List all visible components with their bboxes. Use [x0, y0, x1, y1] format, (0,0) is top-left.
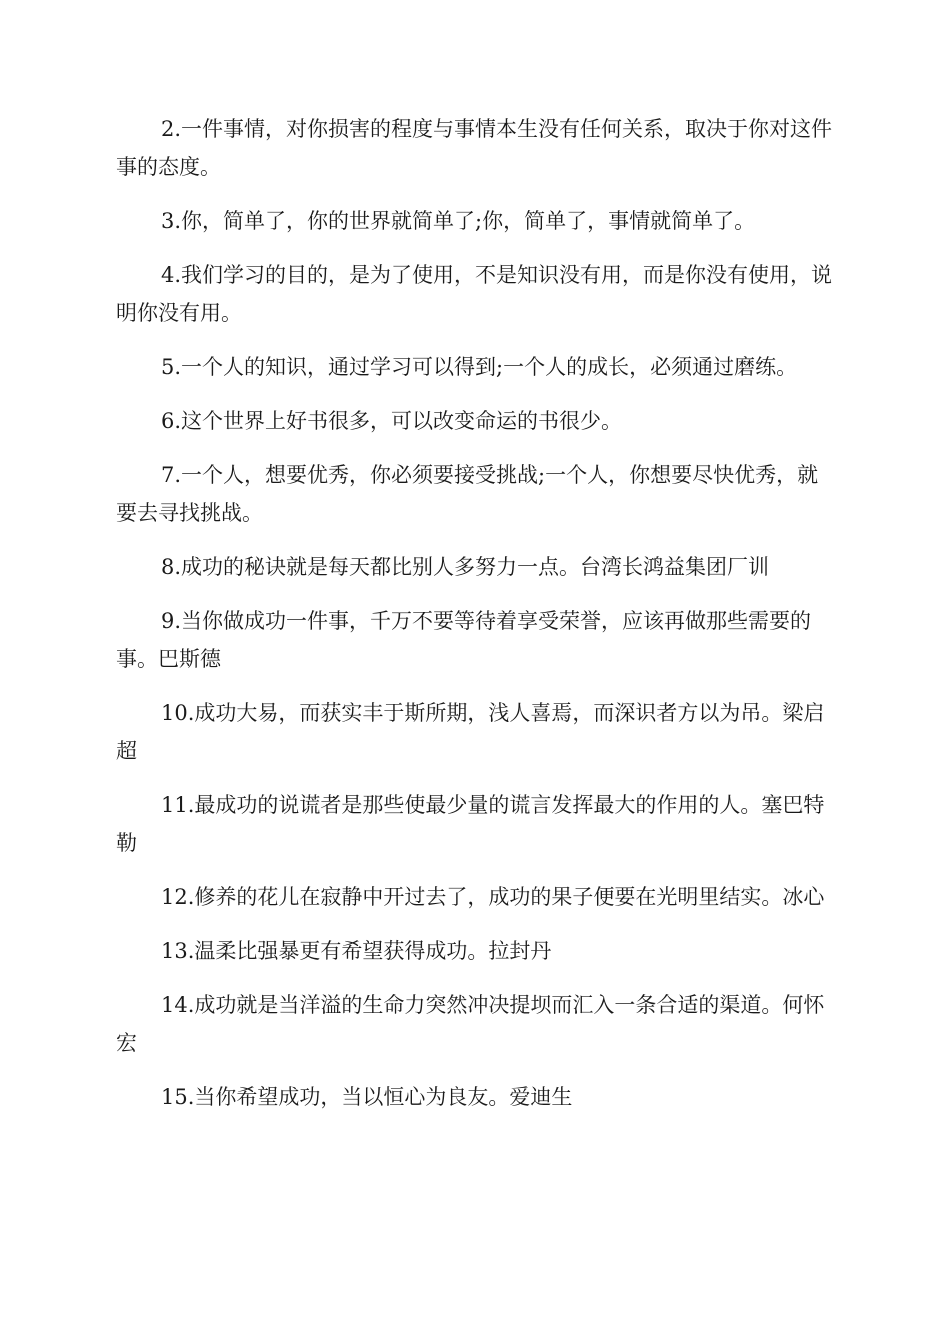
quote-paragraph-13: 13.温柔比强暴更有希望获得成功。拉封丹 — [161, 939, 552, 963]
quote-paragraph-9: 9.当你做成功一件事，千万不要等待着享受荣誉，应该再做那些需要的事。巴斯德 — [116, 609, 812, 671]
quote-paragraph-12: 12.修养的花儿在寂静中开过去了，成功的果子便要在光明里结实。冰心 — [161, 885, 825, 909]
quote-paragraph-7: 7.一个人，想要优秀，你必须要接受挑战;一个人，你想要尽快优秀，就要去寻找挑战。 — [116, 463, 819, 525]
quote-paragraph-3: 3.你，简单了，你的世界就简单了;你，简单了，事情就简单了。 — [161, 209, 756, 233]
quote-paragraph-2: 2.一件事情，对你损害的程度与事情本生没有任何关系，取决于你对这件事的态度。 — [116, 117, 833, 179]
quote-paragraph-4: 4.我们学习的目的，是为了使用，不是知识没有用，而是你没有使用，说明你没有用。 — [116, 263, 833, 325]
quote-paragraph-6: 6.这个世界上好书很多，可以改变命运的书很少。 — [161, 409, 623, 433]
quote-paragraph-15: 15.当你希望成功，当以恒心为良友。爱迪生 — [161, 1085, 573, 1109]
quote-paragraph-5: 5.一个人的知识，通过学习可以得到;一个人的成长，必须通过磨练。 — [161, 355, 798, 379]
document-body — [116, 110, 836, 1132]
quote-paragraph-11: 11.最成功的说谎者是那些使最少量的谎言发挥最大的作用的人。塞巴特勒 — [116, 793, 825, 855]
quote-paragraph-8: 8.成功的秘诀就是每天都比别人多努力一点。台湾长鸿益集团厂训 — [161, 555, 770, 579]
quote-paragraph-10: 10.成功大易，而获实丰于斯所期，浅人喜焉，而深识者方以为吊。梁启超 — [116, 701, 825, 763]
quote-paragraph-14: 14.成功就是当洋溢的生命力突然冲决提坝而汇入一条合适的渠道。何怀宏 — [116, 993, 825, 1055]
